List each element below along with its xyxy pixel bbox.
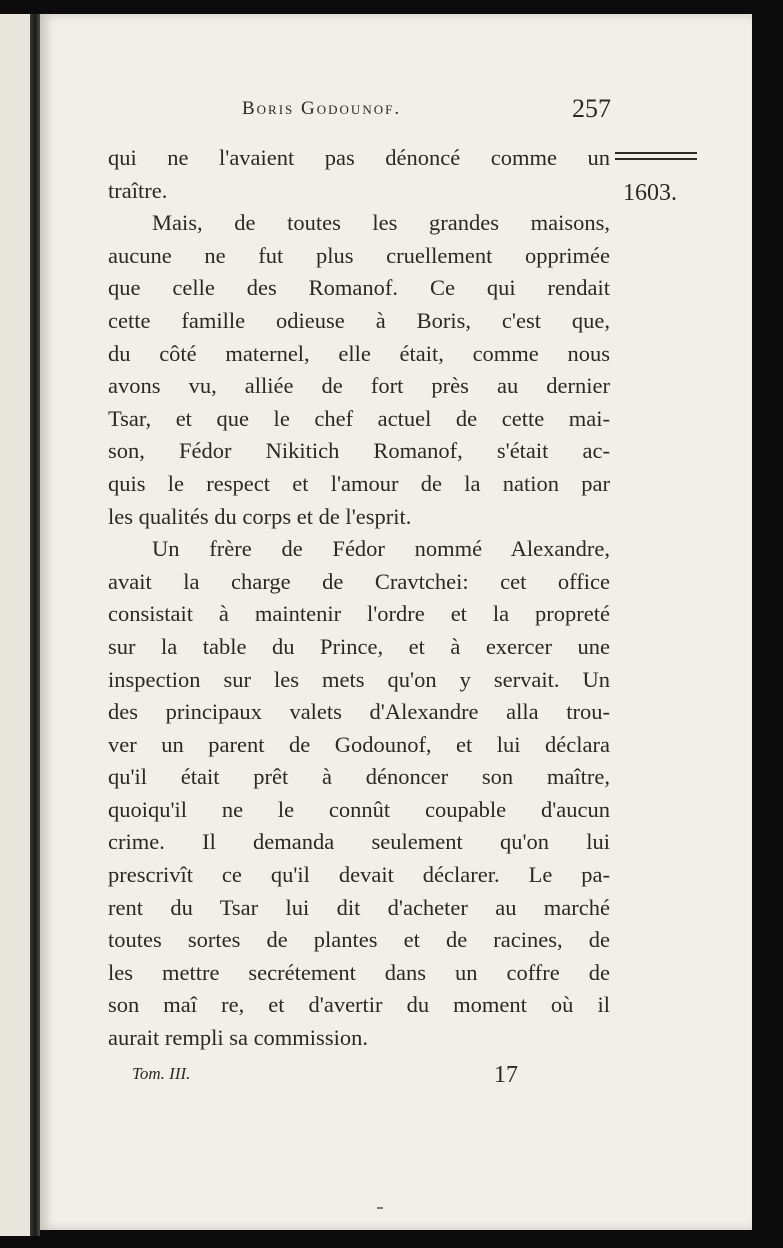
text-line: Un frère de Fédor nommé Alexandre, <box>152 536 610 562</box>
text-line: son, Fédor Nikitich Romanof, s'était ac- <box>108 438 610 464</box>
text-line: qui ne l'avaient pas dénoncé comme un <box>108 145 610 170</box>
page-header <box>40 94 752 128</box>
text-line: avons vu, alliée de fort près au dernier <box>108 373 610 399</box>
text-line: Mais, de toutes les grandes maisons, <box>152 210 610 236</box>
previous-page-edge <box>0 14 31 1236</box>
margin-rule <box>615 152 697 160</box>
book-page <box>40 14 752 1230</box>
text-line: cette famille odieuse à Boris, c'est que, <box>108 307 610 333</box>
text-line: prescrivît ce qu'il devait déclarer. Le pa- <box>108 862 610 888</box>
text-line: aurait rempli sa commission. <box>108 1025 368 1051</box>
text-line: sur la table du Prince, et à exercer une <box>108 633 610 659</box>
text-line: son maî re, et d'avertir du moment où il <box>108 992 610 1018</box>
text-line: aucune ne fut plus cruellement opprimée <box>108 242 610 268</box>
text-line: Tsar, et que le chef actuel de cette mai- <box>108 405 610 431</box>
body-text <box>108 142 610 1055</box>
text-line: que celle des Romanof. Ce qui rendait <box>108 275 610 301</box>
text-line: ver un parent de Godounof, et lui déclara <box>108 731 610 757</box>
text-line: du côté maternel, elle était, comme nous <box>108 340 610 366</box>
margin-year: 1603. <box>623 180 677 206</box>
text-line: toutes sortes de plantes et de racines, de <box>108 927 610 953</box>
text-line: qu'il était prêt à dénoncer son maître, <box>108 764 610 790</box>
text-line: les qualités du corps et de l'esprit. <box>108 503 412 529</box>
text-line: quoiqu'il ne le connût coupable d'aucun <box>108 796 610 822</box>
sheet-number: 17 <box>494 1062 518 1088</box>
paper-speck <box>377 1207 383 1209</box>
text-line: quis le respect et l'amour de la nation par <box>108 470 610 496</box>
text-line: rent du Tsar lui dit d'acheter au marché <box>108 894 610 920</box>
running-head: Boris Godounof. <box>242 98 402 119</box>
text-line: les mettre secrétement dans un coffre de <box>108 959 610 985</box>
text-line: traître. <box>108 177 168 203</box>
text-line: consistait à maintenir l'ordre et la propreté <box>108 601 610 627</box>
signature-mark: Tom. III. <box>132 1064 191 1083</box>
text-line: crime. Il demanda seulement qu'on lui <box>108 829 610 855</box>
page-number: 257 <box>572 94 611 123</box>
text-line: avait la charge de Cravtchei: cet office <box>108 568 610 594</box>
book-gutter <box>30 14 40 1236</box>
text-line: des principaux valets d'Alexandre alla trou- <box>108 699 610 725</box>
text-line: inspection sur les mets qu'on y servait. Un <box>108 666 610 692</box>
